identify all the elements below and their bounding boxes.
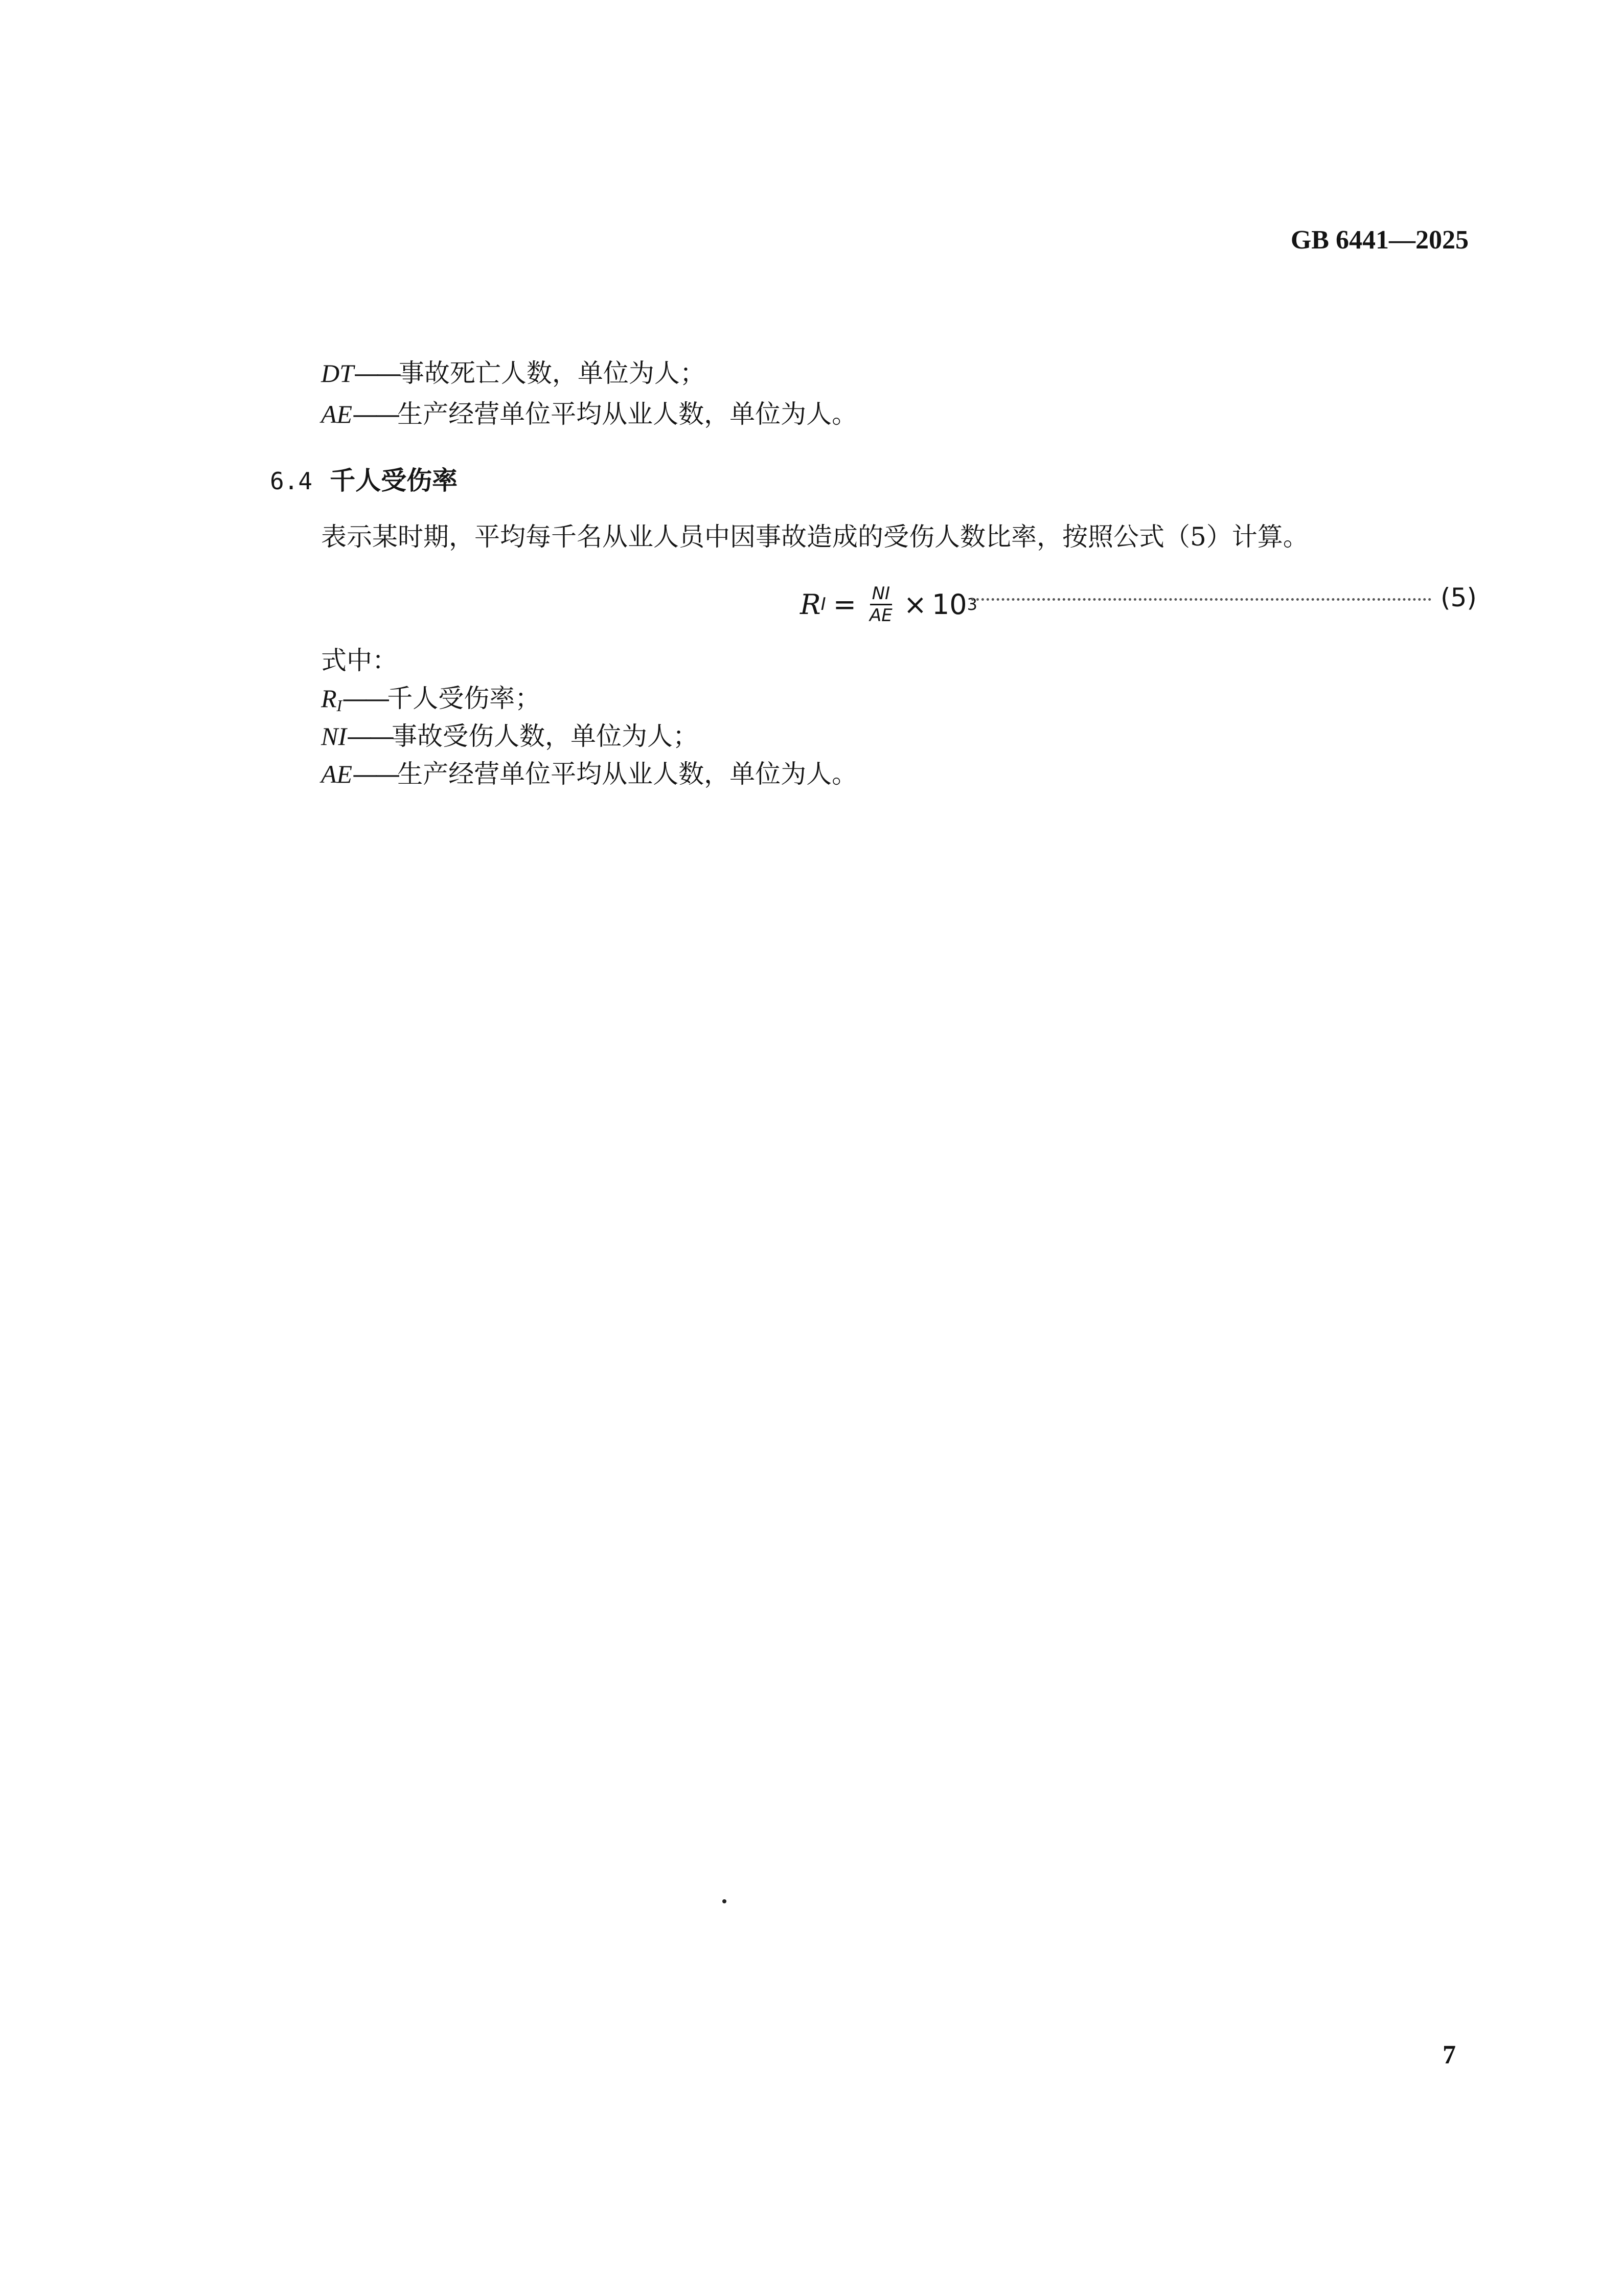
definition-text: 生产经营单位平均从业人数，单位为人。 (397, 759, 858, 789)
formula-number: (5) (1441, 583, 1477, 612)
where-label: 式中： (321, 646, 398, 675)
definition-dash: —— (342, 684, 387, 713)
definition-ni (321, 721, 698, 752)
definition-text: 生产经营单位平均从业人数，单位为人。 (397, 399, 858, 429)
definition-ae-top (321, 399, 857, 429)
formula-exponent: 3 (967, 595, 978, 614)
section-intro: 表示某时期，平均每千名从业人员中因事故造成的受伤人数比率，按照公式（5）计算。 (321, 522, 1309, 552)
definition-ri (321, 683, 540, 721)
definition-symbol: AE (321, 760, 353, 788)
formula-lhs: R (800, 588, 821, 621)
definition-dash: —— (347, 721, 392, 751)
definition-text: 事故死亡人数，单位为人； (398, 358, 705, 388)
definition-symbol: NI (321, 722, 347, 751)
formula-base: 10 (931, 588, 967, 621)
definition-text: 事故受伤人数，单位为人； (392, 721, 698, 751)
formula-denominator: AE (869, 605, 893, 626)
scan-speck (722, 1899, 726, 1903)
definition-text: 千人受伤率； (387, 684, 541, 713)
definition-dt (321, 358, 705, 389)
formula-5 (800, 574, 977, 635)
definition-dash: —— (352, 759, 398, 789)
formula-fraction (867, 583, 895, 626)
formula-leader-dots (971, 598, 1431, 601)
definition-symbol: R (321, 684, 337, 713)
definition-symbol: AE (321, 400, 353, 428)
definition-dash: —— (352, 399, 398, 429)
definition-dash: —— (353, 358, 399, 388)
formula-lhs-subscript: I (820, 594, 826, 615)
document-id-header: GB 6441—2025 (1290, 225, 1469, 255)
definition-symbol-subscript: I (336, 696, 342, 715)
definition-ae-bottom (321, 759, 857, 789)
section-number: 6.4 (270, 467, 313, 495)
section-heading (270, 465, 458, 496)
formula-times: × (903, 588, 927, 621)
page-number: 7 (1443, 2040, 1456, 2070)
definition-symbol: DT (321, 359, 354, 388)
section-title: 千人受伤率 (330, 466, 458, 495)
formula-numerator: NI (870, 583, 892, 605)
formula-equals: = (833, 588, 856, 621)
